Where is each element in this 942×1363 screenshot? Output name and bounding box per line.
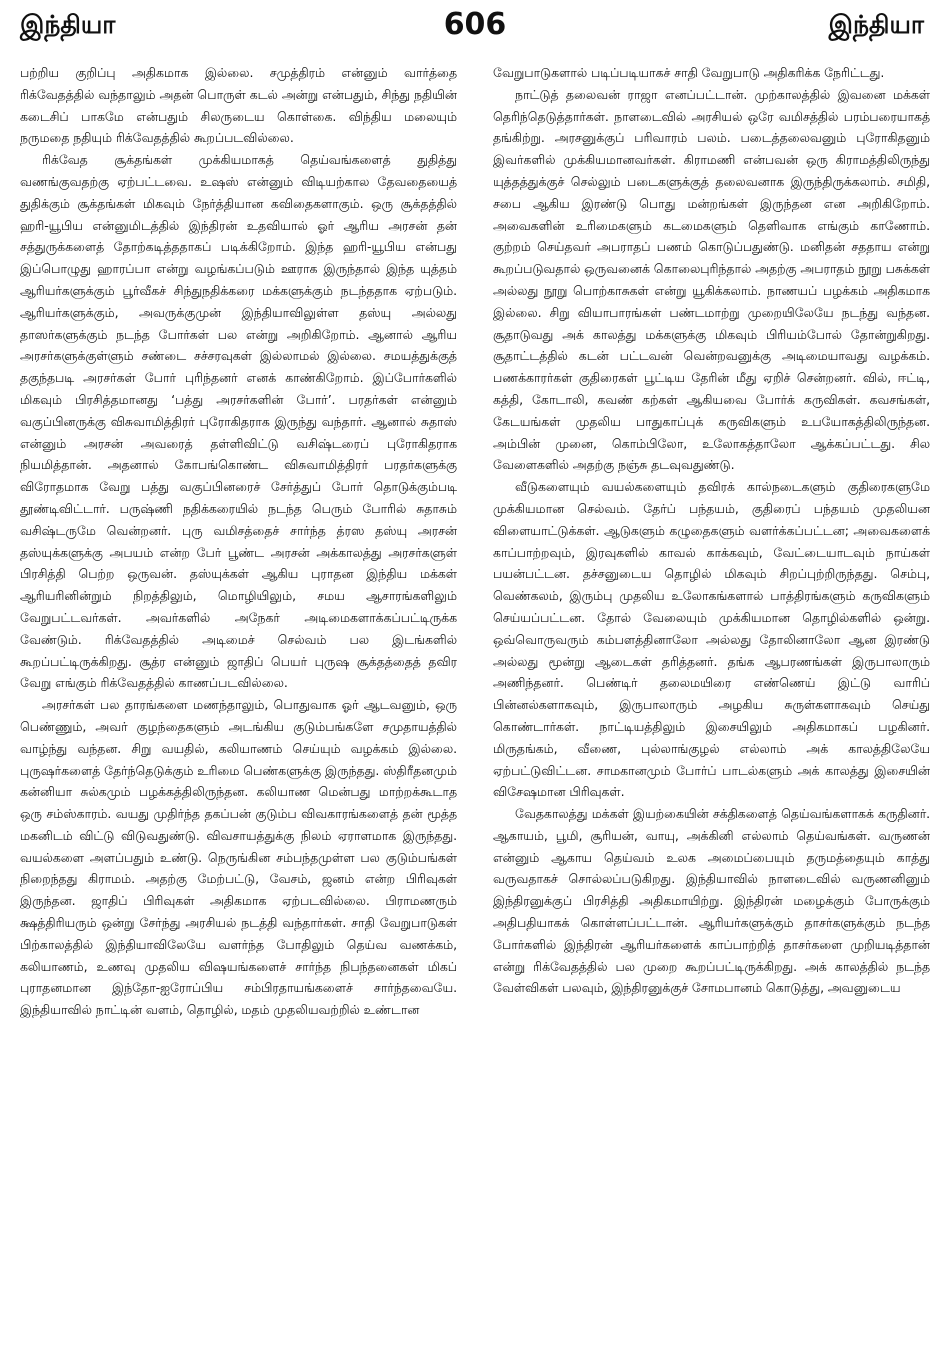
page-number: 606 bbox=[443, 7, 507, 42]
paragraph: வீடுகளையும் வயல்களையும் தவிரக் கால்நடைகளும் குதிரைகளுமே முக்கியமான செல்வம். தேர்ப் பந்தயம், குதிரைப் பந்தயம் முதலியன விளையாட்டுக்கள். ஆடுகளும் கழுதைகளும் வளர்க்கப்பட்டன; அவைகளைக் காப்பாற்றவும், இரவுகளில் காவல் காக்கவும், வேட்டையாடவும் நாய்கள் பயன்பட்டன. தச்சனுடைய தொழில் மிகவும் சிறப்புற்றிருந்தது. செம்பு, வெண்கலம், இரும்பு முதலிய உலோகங்களால் பாத்திரங்களும் கருவிகளும் செய்யப்பட்டன. தோல் வேலையும் முக்கியமான தொழில்களில் ஒன்று. ஒவ்வொருவரும் கம்பளத்தினாலோ அல்லது தோலினாலோ ஆன இரண்டு அல்லது மூன்று ஆடைகள் தரித்தனர். தங்க ஆபரணங்கள் இருபாலாரும் அணிந்தனர். பெண்டிர் தலைமயிரை எண்ணெய் இட்டு வாரிப் பின்னல்களாகவும், இருபாலாரும் அழகிய சுருள்களாகவும் செய்து கொண்டார்கள். நாட்டியத்திலும் இசையிலும் அதிகமாகப் பழகினர். மிருதங்கம், வீணை, புல்லாங்குழல் எல்லாம் அக் காலத்திலேயே ஏற்பட்டுவிட்டன. சாமகானமும் போர்ப் பாடல்களும் அக் காலத்து இசையின் விசேஷமான பிரிவுகள். bbox=[493, 479, 930, 800]
left-column bbox=[20, 62, 457, 1358]
paragraph: வேறுபாடுகளால் படிப்படியாகச் சாதி வேறுபாடு அதிகரிக்க நேரிட்டது. bbox=[493, 65, 885, 80]
running-head-right: இந்தியா bbox=[828, 10, 924, 39]
paragraph: பற்றிய குறிப்பு அதிகமாக இல்லை. சமுத்திரம் என்னும் வார்த்தை ரிக்வேதத்தில் வந்தாலும் அதன் பொருள் கடல் அன்று என்பதும், சிந்து நதியின் கடைசிப் பாகமே என்பதும் சிலருடைய கொள்கை. விந்திய மலையும் நருமதை நதியும் ரிக்வேதத்தில் கூறப்படவில்லை. bbox=[20, 65, 457, 146]
paragraph: ரிக்வேத சூக்தங்கள் முக்கியமாகத் தெய்வங்களைத் துதித்து வணங்குவதற்கு ஏற்பட்டவை. உஷஸ் என்னும் விடியற்கால தேவதையைத் துதிக்கும் சூக்தங்கள் மிகவும் நேர்த்தியான கவிதைகளாகும். ஒரு சூக்தத்தில் ஹரி-யூபிய என்னுமிடத்தில் இந்திரன் உதவியால் ஓர் ஆரிய அரசன் தன் சத்துருக்களைத் தோற்கடித்ததாகப் படிக்கிறோம். இந்த ஹரி-யூபிய என்பது இப்பொழுது ஹாரப்பா என்று வழங்கப்படும் ஊராக இருந்தால் இந்த யுத்தம் ஆரியர்களுக்கும் பூர்வீகச் சிந்துநதிக்கரை மக்களுக்கும் நடந்ததாக ஏற்படும். ஆரியர்களுக்கும், அவருக்குமுன் இந்தியாவிலுள்ள தஸ்யு அல்லது தாஸர்களுக்கும் நடந்த போர்கள் பல என்று அறிகிறோம். ஆனால் ஆரிய அரசர்களுக்குள்ளும் சண்டை சச்சரவுகள் இல்லாமல் இல்லை. சமயத்துக்குத் தகுந்தபடி அரசர்கள் போர் புரிந்தனர் எனக் காண்கிறோம். இப்போர்களில் மிகவும் பிரசித்தமானது ‘பத்து அரசர்களின் போர்’. பரதர்கள் என்னும் வகுப்பினருக்கு விசுவாமித்திரர் புரோகிதராக இருந்து வந்தார். ஆனால் சுதாஸ் என்னும் அரசன் அவரைத் தள்ளிவிட்டு வசிஷ்டரைப் புரோகிதராக நியமித்தான். அதனால் கோபங்கொண்ட விசுவாமித்திரர் பரதர்களுக்கு விரோதமாக வேறு பத்து வகுப்பினரைச் சேர்த்துப் போர் தொடுக்கும்படி தூண்டிவிட்டார். பருஷ்ணி நதிக்கரையில் நடந்த பெரும் போரில் சுதாசும் வசிஷ்டருமே வென்றனர். புரு வமிசத்தைச் சார்ந்த த்ரஸ தஸ்யு அரசன் தஸ்யுக்களுக்கு அபயம் என்ற பேர் பூண்ட அரசன் அக்காலத்து அரசர்களுள் பிரசித்தி பெற்ற ஒருவன். தஸ்யுக்கள் ஆகிய புராதன இந்திய மக்கள் ஆரியரினின்றும் நிறத்திலும், மொழியிலும், சமய ஆசாரங்களிலும் வேறுபட்டவர்கள். அவர்களில் அநேகர் அடிமைகளாக்கப்பட்டிருக்க வேண்டும். ரிக்வேதத்தில் அடிமைச் செல்வம் பல இடங்களில் கூறப்பட்டிருக்கிறது. சூத்ர என்னும் ஜாதிப் பெயர் புருஷ சூக்தத்தைத் தவிர வேறு எங்கும் ரிக்வேதத்தில் காணப்படவில்லை. bbox=[20, 152, 457, 691]
right-column bbox=[493, 62, 930, 1358]
running-head-left: இந்தியா bbox=[20, 10, 116, 39]
paragraph: நாட்டுத் தலைவன் ராஜா எனப்பட்டான். முற்காலத்தில் இவனை மக்கள் தெரிந்தெடுத்தார்கள். நாளடைவில் அரசியல் ஒரே வமிசத்தில் பரம்பரையாகத் தங்கிற்று. அரசனுக்குப் பரிவாரம் பலம். படைத்தலைவனும் புரோகிதனும் இவர்களில் முக்கியமானவர்கள். கிராமணி என்பவன் ஒரு கிராமத்திலிருந்து யுத்தத்துக்குச் செல்லும் படைகளுக்குத் தலைவனாக இருந்திருக்கலாம். சமிதி, சபை ஆகிய இரண்டு பொது மன்றங்கள் இருந்தன என அறிகிறோம். அவைகளின் உரிமைகளும் கடமைகளும் தெளிவாக எங்கும் காணோம். குற்றம் செய்தவர் அபராதப் பணம் கொடுப்பதுண்டு. மனிதன் சததாய என்று கூறப்படுவதால் ஒருவனைக் கொலைபுரிந்தால் அதற்கு அபராதம் நூறு பசுக்கள் அல்லது நூறு பொற்காசுகள் என்று யூகிக்கலாம். நாணயப் பழக்கம் அதிகமாக இல்லை. சிறு வியாபாரங்கள் பண்டமாற்று முறையிலேயே நடந்து வந்தன. சூதாடுவது அக் காலத்து மக்களுக்கு மிகவும் பிரியம்போல் தோன்றுகிறது. சூதாட்டத்தில் கடன் பட்டவன் வென்றவனுக்கு அடிமையாவது வழக்கம். பணக்காரர்கள் குதிரைகள் பூட்டிய தேரின் மீது ஏறிச் சென்றனர். வில், ஈட்டி, கத்தி, கோடாலி, கவண் கற்கள் ஆகியவை போர்க் கருவிகள். கவசங்கள், கேடயங்கள் முதலிய பாதுகாப்புக் கருவிகளும் உபயோகத்திலிருந்தன. அம்பின் முனை, கொம்பிலோ, உலோகத்தாலோ ஆக்கப்பட்டது. சில வேளைகளில் அதற்கு நஞ்சு தடவுவதுண்டு. bbox=[493, 86, 930, 473]
paragraph: வேதகாலத்து மக்கள் இயற்கையின் சக்திகளைத் தெய்வங்களாகக் கருதினர். ஆகாயம், பூமி, சூரியன், வாயு, அக்கினி எல்லாம் தெய்வங்கள். வருணன் என்னும் ஆகாய தெய்வம் உலக அமைப்பையும் தருமத்தையும் காத்து வருவதாகச் சொல்லப்படுகிறது. இந்தியாவில் நாளடைவில் வருணனினும் இந்திரனுக்குப் பிரசித்தி அதிகமாயிற்று. இந்திரன் மழைக்கும் போருக்கும் அதிபதியாகக் கொள்ளப்பட்டான். ஆரியர்களுக்கும் தாசர்களுக்கும் நடந்த போர்களில் இந்திரன் ஆரியர்களைக் காப்பாற்றித் தாசர்களை முறியடித்தான் என்று ரிக்வேதத்தில் பல முறை கூறப்பட்டிருக்கிறது. அக் காலத்தில் நடந்த வேள்விகள் பலவும், இந்திரனுக்குச் சோமபானம் கொடுத்து, அவனுடைய bbox=[493, 806, 930, 996]
text-columns bbox=[20, 62, 930, 1358]
paragraph: அரசர்கள் பல தாரங்களை மணந்தாலும், பொதுவாக ஓர் ஆடவனும், ஒரு பெண்ணும், அவர் குழந்தைகளும் அடங்கிய குடும்பங்களே சமுதாயத்தில் வாழ்ந்து வந்தன. சிறு வயதில், கலியாணம் செய்யும் வழக்கம் இல்லை. புருஷர்களைத் தேர்ந்தெடுக்கும் உரிமை பெண்களுக்கு இருந்தது. ஸ்திரீதனமும் கன்னியா சுல்கமும் பழக்கத்திலிருந்தன. கலியாண மென்பது மாற்றக்கூடாத ஒரு சம்ஸ்காரம். வயது முதிர்ந்த தகப்பன் குடும்ப விவகாரங்களைத் தன் மூத்த மகனிடம் விட்டு விடுவதுண்டு. விவசாயத்துக்கு நிலம் ஏராளமாக இருந்தது. வயல்களை அளப்பதும் உண்டு. நெருங்கின சம்பந்தமுள்ள பல குடும்பங்கள் நிறைந்தது கிராமம். அதற்கு மேற்பட்டு, வேசம், ஜனம் என்ற பிரிவுகள் இருந்தன. ஜாதிப் பிரிவுகள் அதிகமாக ஏற்படவில்லை. பிராமணரும் க்ஷத்திரியரும் ஒன்று சேர்ந்து அரசியல் நடத்தி வந்தார்கள். சாதி வேறுபாடுகள் பிற்காலத்தில் இந்தியாவிலேயே வளர்ந்த போதிலும் தெய்வ வணக்கம், கலியாணம், உணவு முதலிய விஷயங்களைச் சார்ந்த நிபந்தனைகள் மிகப் புராதனமான இந்தோ-ஐரோப்பிய சம்பிரதாயங்களைச் சார்ந்தவையே. இந்தியாவில் நாட்டின் வளம், தொழில், மதம் முதலியவற்றில் உண்டான bbox=[20, 697, 457, 1018]
page-header bbox=[20, 8, 930, 62]
